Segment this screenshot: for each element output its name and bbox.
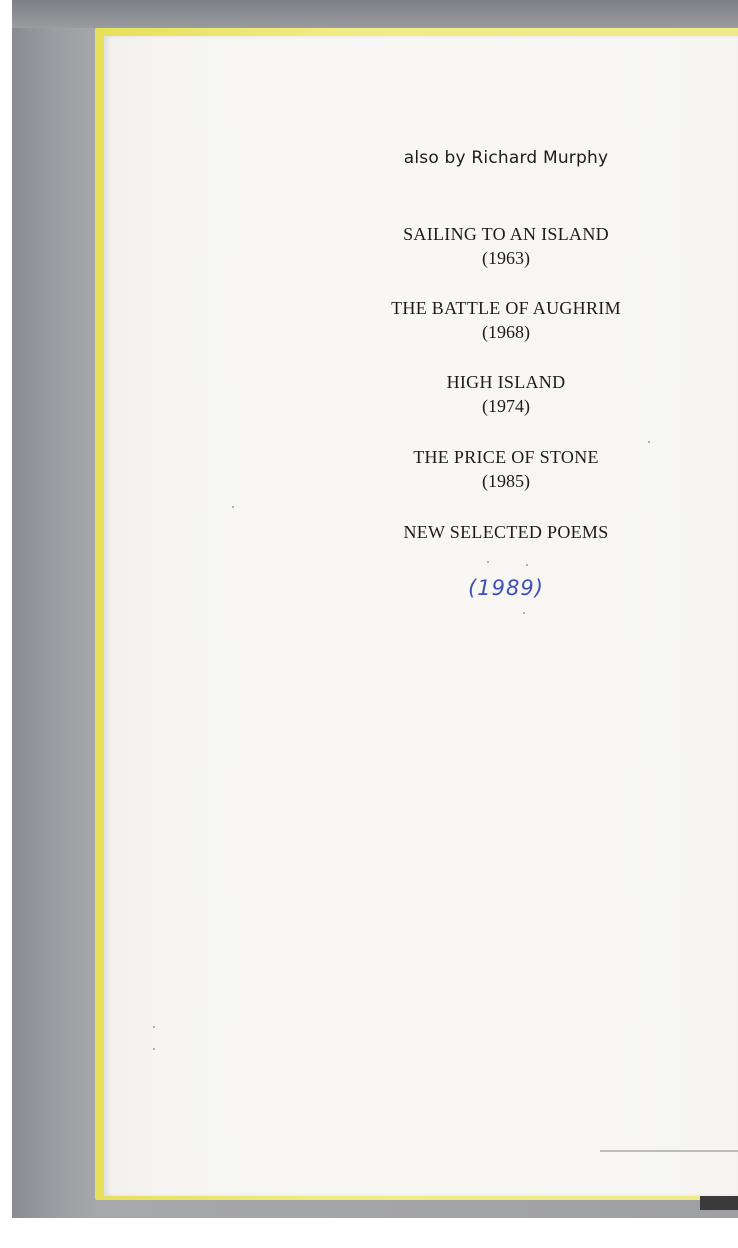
paper-speck [487,561,489,563]
handwritten-year-annotation: (1989) [468,576,544,600]
book-entry [360,370,652,418]
also-by-heading: also by Richard Murphy [403,148,609,168]
scanner-corner-shadow [700,1196,738,1210]
book-year: (1974) [482,396,530,416]
book-title: NEW SELECTED POEMS [403,522,609,542]
book-year: (1963) [482,248,530,268]
book-page [104,36,738,1196]
paper-speck [153,1026,155,1028]
book-title: HIGH ISLAND [446,372,566,392]
paper-speck [648,441,650,443]
book-title: SAILING TO AN ISLAND [403,224,609,244]
paper-speck [526,564,528,566]
book-entry [360,222,652,270]
book-entry [360,520,652,544]
paper-speck [232,506,234,508]
book-year: (1985) [482,471,530,491]
paper-speck [523,612,525,614]
book-entry [360,445,652,493]
book-year: (1968) [482,322,530,342]
page-bottom-edge [600,1150,738,1152]
paper-speck [153,1048,155,1050]
book-title: THE PRICE OF STONE [413,447,599,467]
scanner-backdrop-top [12,0,738,28]
book-title: THE BATTLE OF AUGHRIM [391,298,621,318]
book-entry [360,296,652,344]
